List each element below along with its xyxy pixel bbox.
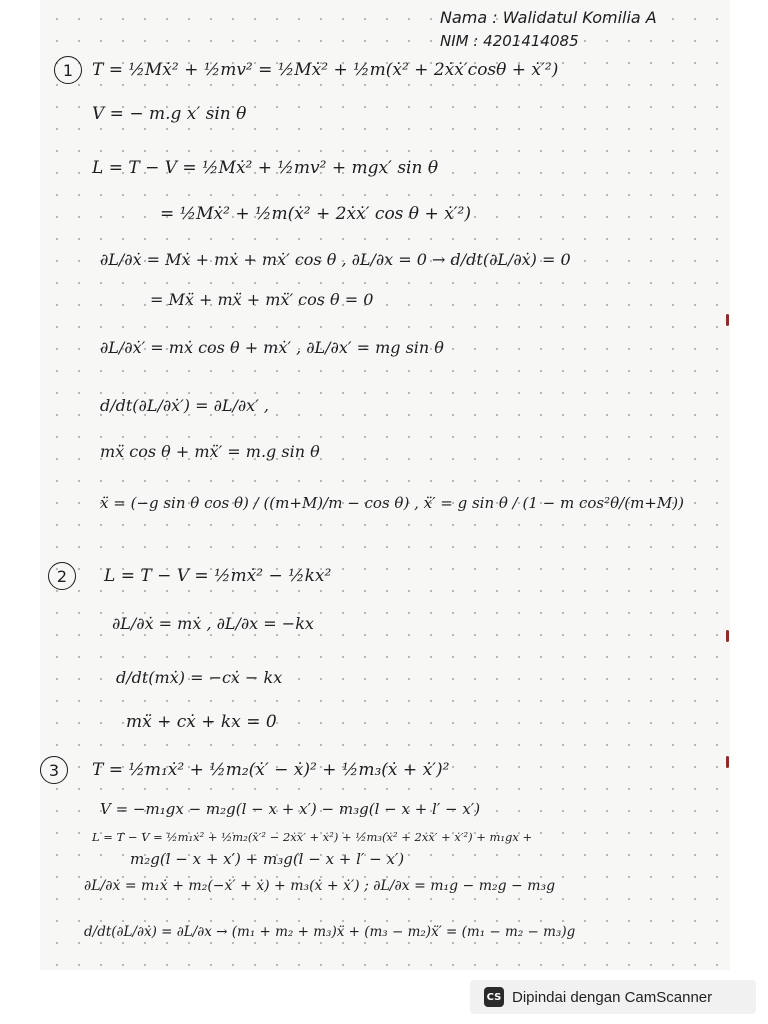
notebook-page xyxy=(40,0,730,970)
p3-kinetic-energy: T = ½m₁ẋ² + ½m₂(ẋ′ − ẋ)² + ½m₃(ẋ + ẋ′)² xyxy=(92,760,450,780)
p3-partials: ∂L/∂ẋ = m₁ẋ + m₂(−ẋ′ + ẋ) + m₃(ẋ + ẋ′) ; ∂L/∂x = m₁g − m₂g − m₃g xyxy=(84,878,556,894)
p3-lagrangian: L = T − V = ½m₁ẋ² + ½m₂(ẋ′² − 2ẋẋ′ + ẋ²) + ½m₃(ẋ² + 2ẋẋ′ + ẋ′²) + m₁gx + xyxy=(92,830,533,844)
margin-mark xyxy=(726,630,729,642)
p2-eom: mẍ + cẋ + kx = 0 xyxy=(126,712,277,732)
p2-euler-lagrange: d/dt(mẋ) = −cẋ − kx xyxy=(116,668,283,687)
p3-potential-energy: V = −m₁gx − m₂g(l − x + x′) − m₃g(l − x + l′ − x′) xyxy=(100,800,481,818)
problem-2-number: 2 xyxy=(48,562,76,590)
p2-lagrangian: L = T − V = ½mẋ² − ½kx² xyxy=(104,566,332,586)
p1-kinetic-energy: T = ½Mẋ² + ½mv² = ½Mẋ² + ½m(ẋ² + 2ẋẋ′cosθ + ẋ′²) xyxy=(92,60,559,80)
student-nim: NIM : 4201414085 xyxy=(440,32,579,50)
problem-1-number: 1 xyxy=(54,56,82,84)
student-name: Nama : Walidatul Komilia A xyxy=(440,8,657,27)
p1-eom-xprime: mẍ cos θ + mẍ′ = m.g sin θ xyxy=(100,442,320,461)
camscanner-watermark xyxy=(470,980,756,1014)
p1-euler-lagrange: d/dt(∂L/∂ẋ′) = ∂L/∂x′ , xyxy=(100,396,269,415)
p3-eom: d/dt(∂L/∂ẋ) = ∂L/∂x → (m₁ + m₂ + m₃)ẍ + (m₃ − m₂)ẍ′ = (m₁ − m₂ − m₃)g xyxy=(84,924,576,940)
p1-partial-xprime: ∂L/∂ẋ′ = mẋ cos θ + mẋ′ , ∂L/∂x′ = mg sin θ xyxy=(100,338,444,357)
p2-partials: ∂L/∂ẋ = mẋ , ∂L/∂x = −kx xyxy=(112,614,314,633)
problem-3-number: 3 xyxy=(40,756,68,784)
camscanner-logo-icon: CS xyxy=(484,987,504,1007)
p1-lagrangian-expanded: = ½Mẋ² + ½m(ẋ² + 2ẋẋ′ cos θ + ẋ′²) xyxy=(160,204,471,224)
p1-potential-energy: V = − m.g x′ sin θ xyxy=(92,104,247,124)
p1-accelerations: ẍ = (−g sin θ cos θ) / ((m+M)/m − cos θ) , ẍ′ = g sin θ / (1 − m cos²θ/(m+M)) xyxy=(100,494,684,512)
p1-eom-x: = Mẍ + mẍ + mẍ′ cos θ = 0 xyxy=(150,290,374,309)
p3-lagrangian-cont: m₂g(l − x + x′) + m₃g(l − x + l′ − x′) xyxy=(130,850,405,868)
p1-partial-x: ∂L/∂ẋ = Mẋ + mẋ + mẋ′ cos θ , ∂L/∂x = 0 → d/dt(∂L/∂ẋ) = 0 xyxy=(100,250,571,269)
camscanner-label: Dipindai dengan CamScanner xyxy=(512,988,713,1006)
p1-lagrangian: L = T − V = ½Mẋ² + ½mv² + mgx′ sin θ xyxy=(92,158,439,178)
margin-mark xyxy=(726,314,729,326)
margin-mark xyxy=(726,756,729,768)
